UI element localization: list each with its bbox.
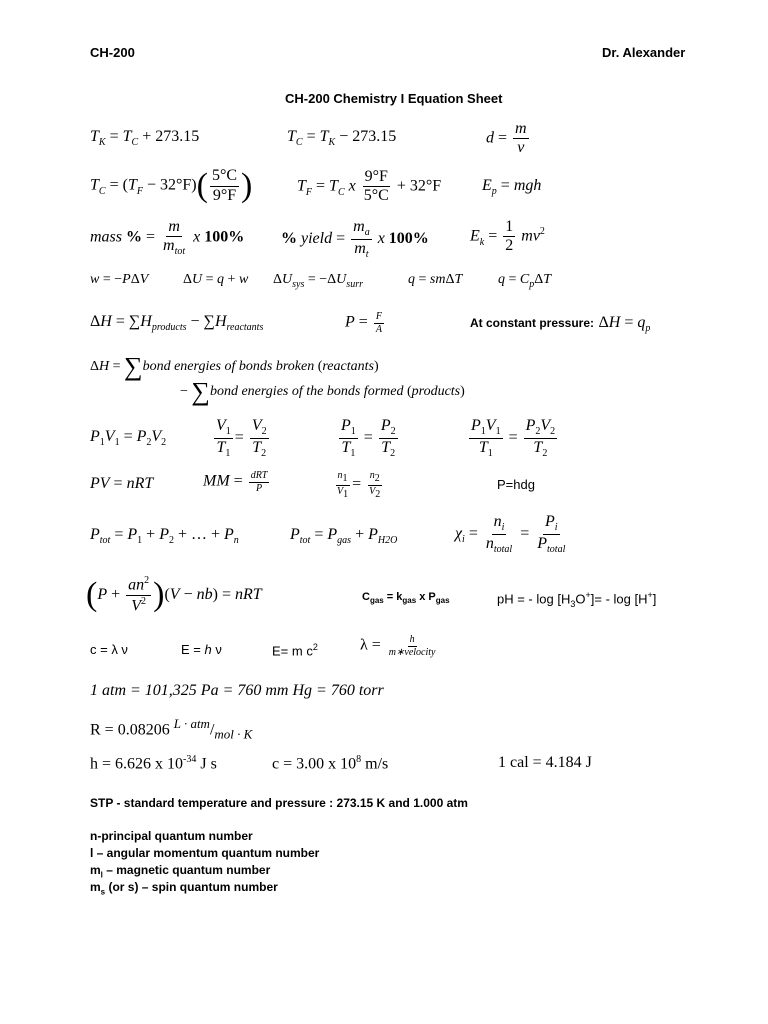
instructor-name: Dr. Alexander xyxy=(602,45,686,60)
eq-c-to-f: $T_F = T_C$ x $\frac{9^\circ F}{5^\circ C}$ + 32°F xyxy=(297,168,442,205)
eq-heat-capacity: $q = C_p\Delta T$ xyxy=(498,272,552,290)
eq-density: d = $\frac{m}{v}$ xyxy=(486,120,527,157)
eq-percent-yield: % yield = $\frac{m_a}{m_t}$ x 100% xyxy=(281,218,429,260)
eq-ph: pH = - $\log [H_3O^+]= - \log [H^+]$ xyxy=(497,590,657,609)
eq-enthalpy: $\Delta H = \sum H_{products} - \sum H_{reactants}$ xyxy=(90,313,264,334)
const-planck: h = 6.626 x $10^{-34}$ J s xyxy=(90,754,217,773)
eq-pressure: P = $\frac{F}{A}$ xyxy=(345,311,382,335)
eq-water-vapor: $P_{tot} = P_{gas} + P_{H2O}$ xyxy=(290,526,398,547)
eq-avogadro: $\frac{n_1}{V_1}$ = $\frac{n_2}{V_2}$ xyxy=(337,470,381,500)
eq-ideal-gas: PV = nRT xyxy=(90,475,154,492)
eq-internal-energy: ΔU = q + w xyxy=(183,272,249,287)
quantum-n: n-principal quantum number xyxy=(90,829,253,843)
eq-molar-mass: MM = $\frac{\text{dRT}}{P}$ xyxy=(203,470,268,494)
course-code: CH-200 xyxy=(90,45,135,60)
eq-wave-speed: c = λ ν xyxy=(90,642,128,657)
eq-photon-energy: E = h ν xyxy=(181,642,222,657)
eq-constant-pressure: At constant pressure: $\Delta H = q_p$ xyxy=(470,314,651,335)
page-title: CH-200 Chemistry I Equation Sheet xyxy=(285,91,503,106)
eq-boyle: $P_1V_1 = P_2V_2$ xyxy=(90,428,167,449)
eq-henry: $C_{gas} = k_{gas}$ x $P_{gas}$ xyxy=(362,591,450,606)
const-calorie: 1 cal = 4.184 J xyxy=(498,754,592,771)
eq-kelvin: $T_K = T_C + 273.15$ xyxy=(90,128,200,149)
eq-mole-fraction: $\chi_i$ = $\frac{n_i}{n_{total}}$ = $\frac{P_i}{P_{total}}$ xyxy=(455,513,566,555)
stp-definition: STP - standard temperature and pressure : 273.15 K and 1.000 atm xyxy=(90,796,468,810)
eq-combined-gas: $\frac{P_1V_1}{T_1}$ = $\frac{P_2V_2}{T_2}$ xyxy=(471,417,556,459)
const-atm: 1 atm = 101,325 Pa = 760 mm Hg = 760 torr xyxy=(90,682,384,699)
eq-heat: q = smΔT xyxy=(408,272,463,287)
const-light: c = 3.00 x $10^8$ m/s xyxy=(272,754,389,773)
eq-bond-energy-1: ΔH = ∑bond energies of bonds broken (reactants) xyxy=(90,352,379,381)
quantum-ms: $m_s$ (or s) – spin quantum number xyxy=(90,880,278,897)
eq-potential-energy: $E_p$ = mgh xyxy=(482,177,542,198)
eq-van-der-waals: (P + $\frac{an^2}{V^2}$ )(V − nb) = nRT xyxy=(86,575,262,615)
eq-mass-percent: mass % = $\frac{m}{m_{tot}}$ x 100% xyxy=(90,218,245,258)
eq-gay-lussac: $\frac{P_1}{T_1}$ = $\frac{P_2}{T_2}$ xyxy=(341,417,396,459)
eq-dalton: $P_{tot} = P_1 + P_2$ + … + $P_n$ xyxy=(90,526,239,547)
eq-charles: $\frac{V_1}{T_1}$ = $\frac{V_2}{T_2}$ xyxy=(216,417,267,459)
eq-hydrostatic: P=hdg xyxy=(497,477,535,492)
eq-work: w = −PΔV xyxy=(90,272,149,287)
eq-bond-energy-2: − ∑bond energies of the bonds formed (products) xyxy=(180,377,465,406)
quantum-l: l – angular momentum quantum number xyxy=(90,846,320,860)
eq-de-broglie: λ = $\frac{h}{\text{m∗velocity}}$ xyxy=(360,634,436,658)
quantum-ml: $m_l$ – magnetic quantum number xyxy=(90,863,271,880)
eq-mass-energy: E= m $c^2$ xyxy=(272,642,318,659)
const-gas: R = 0.08206 $^{L \cdot atm}/_{mol \cdot K}$ xyxy=(90,716,253,742)
eq-kinetic-energy: $E_k$ = $\frac{1}{2}$ $mv^2$ xyxy=(470,218,545,255)
eq-celsius: $T_C = T_K - 273.15$ xyxy=(287,128,397,149)
eq-sys-surr: $\Delta U_{sys} = -\Delta U_{surr}$ xyxy=(273,272,363,290)
eq-f-to-c: $T_C = (T_F - 32^\circ F)$( $\frac{5^\circ C}{9^\circ F}$ ) xyxy=(90,167,253,204)
